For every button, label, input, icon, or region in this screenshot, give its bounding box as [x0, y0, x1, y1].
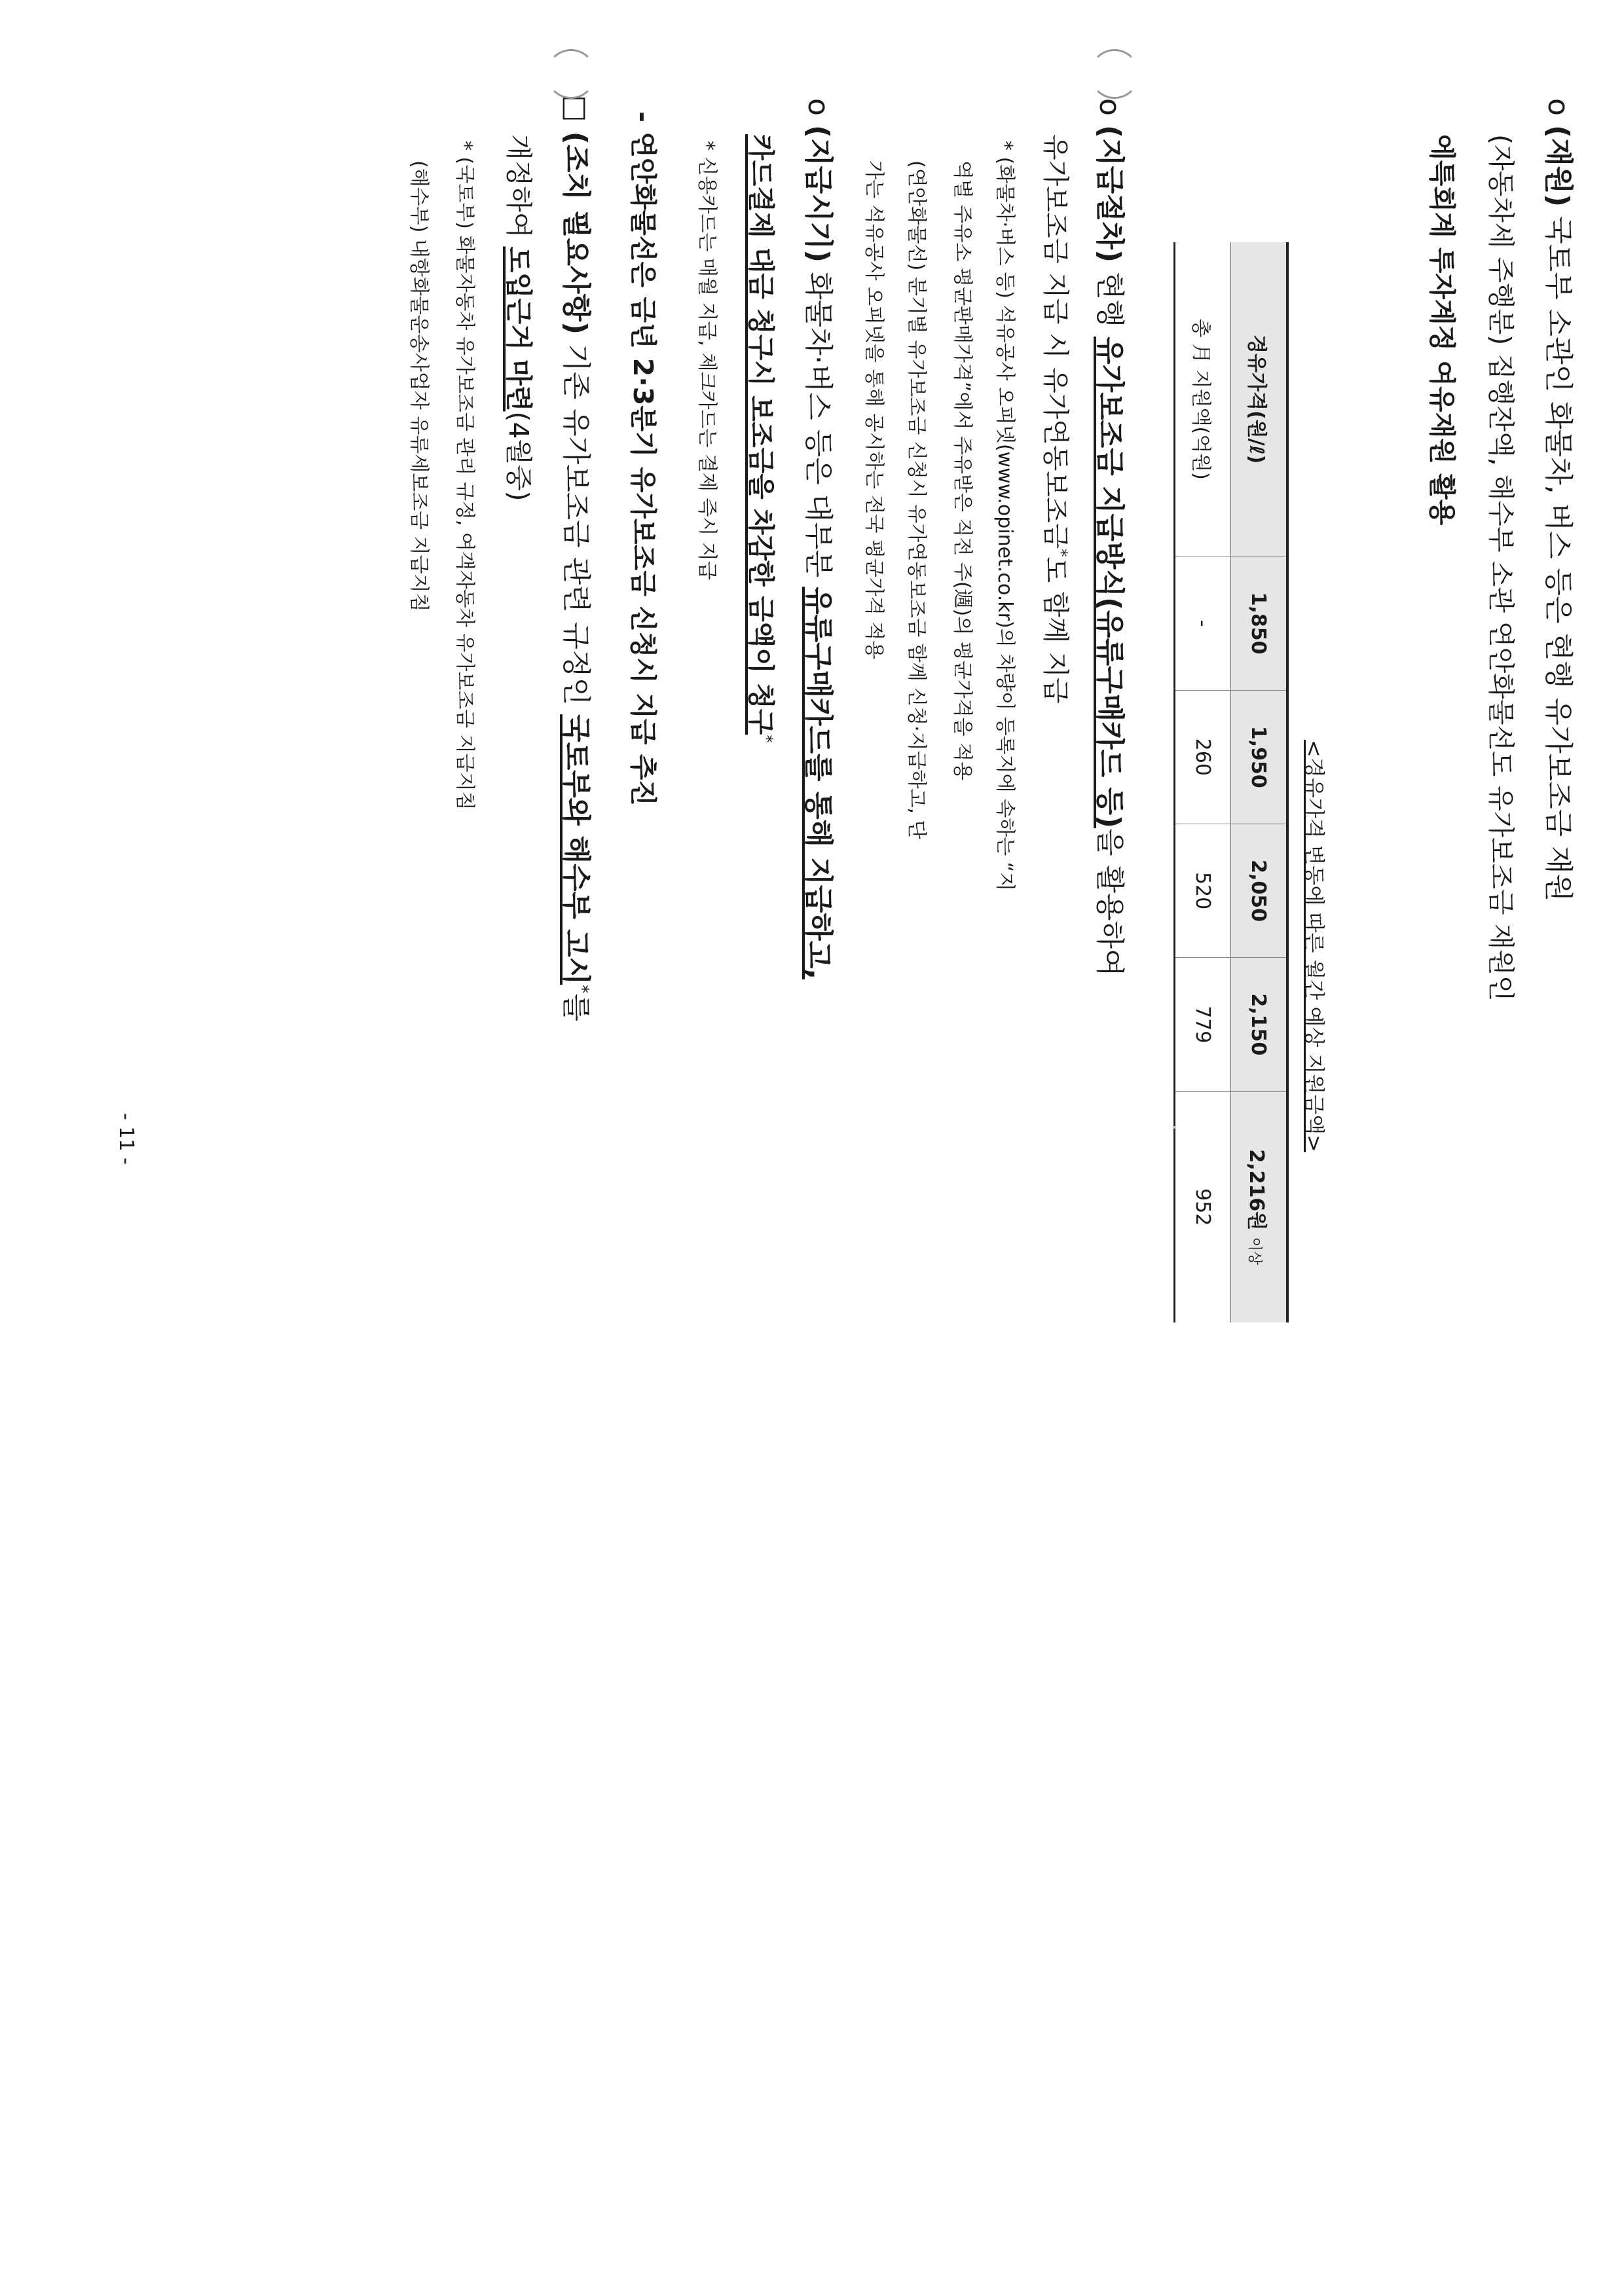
table-amount-cell: 260 — [1175, 690, 1231, 824]
table-amount-cell: - — [1175, 556, 1231, 690]
item4-text-b: 를 — [559, 993, 593, 1022]
item2-note2-line2: 가는 석유공사 오피넷을 통해 공시하는 전국 평균가격 적용 — [862, 160, 885, 660]
item4-star: * — [572, 985, 593, 994]
item4-text-d: (4월중) — [503, 411, 534, 501]
item3-note: * 신용카드는 매월 지급, 체크카드는 결제 즉시 지급 — [695, 141, 718, 580]
item3-line2 — [742, 134, 779, 743]
item2-text-b: 을 활용하여 — [1093, 828, 1126, 977]
item1-head: (재원) — [1541, 124, 1575, 208]
item2-note2-line1: (연안화물선) 분기별 유가보조금 신청시 유가연동보조금 함께 신청·지급하고, 단 — [905, 160, 928, 839]
item2-text-a: 현행 — [1093, 263, 1126, 337]
table-title: <경유가격 변동에 따른 월간 예상 지원금액> — [1302, 740, 1327, 1152]
item1-text-b: (자동차세 주행분) 집행잔액, 해수부 소관 연안화물선도 유가보조금 재원인 — [1485, 134, 1517, 1002]
item4-text-a: 기존 유가보조금 관련 규정인 — [559, 335, 593, 715]
item3-sub — [624, 111, 661, 806]
item3-bullet: o — [802, 98, 835, 116]
item1-text-a: 국토부 소관인 화물차, 버스 등은 현행 유가보조금 재원 — [1541, 207, 1575, 902]
table-price-cell-last — [1231, 1091, 1288, 1322]
scan-speck — [1173, 1126, 1175, 1129]
item1-bullet: o — [1541, 98, 1575, 116]
item3-underlined-b: 카드결제 대금 청구시 보조금을 차감한 금액이 청구 — [745, 134, 777, 735]
item1-line2 — [1482, 134, 1519, 1001]
table-price-cell: 2,150 — [1231, 958, 1288, 1091]
page-number: - 11 - — [115, 1113, 138, 1165]
item4-note-line1: * (국토부) 화물자동차 유가보조금 관리 규정, 여객자동차 유가보조금 지급지침 — [453, 141, 476, 811]
item3-star: * — [757, 735, 777, 743]
item2-underlined: 유가보조금 지급방식(유류구매카드 등) — [1093, 337, 1126, 829]
item2-line2 — [1037, 134, 1074, 704]
table-header-row — [1231, 242, 1288, 1322]
table-price-cell: 2,050 — [1231, 824, 1288, 957]
table-header-label: 경유가격(원/ℓ) — [1245, 334, 1268, 464]
item2-bullet: o — [1093, 98, 1126, 116]
item2-note1-line2: 역별 주유소 평균판매가격”에서 주유받은 직전 주(週)의 평균가격을 적용 — [951, 160, 974, 781]
table-price-cell: 1,850 — [1231, 556, 1288, 690]
punch-hole-mark — [1090, 49, 1139, 99]
item2-text-c: 유가보조금 지급 시 유가연동보조금 — [1040, 134, 1071, 549]
table-amount-cell: 952 — [1175, 1091, 1231, 1322]
item4-text-c: 개정하여 — [503, 134, 534, 247]
item4-line2 — [500, 134, 537, 501]
item3-dash: - — [627, 111, 659, 123]
item3-line1 — [798, 98, 838, 979]
punch-hole-mark — [546, 49, 596, 99]
item3-underlined-a: 유류구매카드를 통해 지급하고, — [802, 587, 835, 980]
item2-line1 — [1089, 98, 1130, 977]
table-amount-row — [1175, 242, 1231, 1322]
table-amount-cell: 779 — [1175, 958, 1231, 1091]
table-row-label: 총 月 지원액(억원) — [1189, 318, 1212, 480]
item2-note1-line1: * (화물차·버스 등) 석유공사 오피넷(www.opinet.co.kr)의 차량이 등록지에 속하는 “지 — [993, 141, 1016, 892]
table-price-value: 2,216원 — [1245, 1149, 1268, 1231]
item4-underlined-c: 도입근거 마련 — [503, 246, 534, 412]
item4-head: (조치 필요사항) — [559, 131, 593, 335]
item3-head: (지급시기) — [802, 124, 835, 263]
table-amount-cell: 520 — [1175, 824, 1231, 957]
item2-star: * — [1052, 549, 1071, 557]
table-price-cell: 1,950 — [1231, 690, 1288, 824]
item4-line1 — [555, 95, 596, 1021]
item2-text-d: 도 함께 지급 — [1040, 556, 1071, 704]
item4-bullet: □ — [559, 95, 593, 122]
item3-sub-text: 연안화물선은 금년 2·3분기 유가보조금 신청시 지급 추진 — [627, 122, 659, 806]
item4-underlined: 국토부와 해수부 고시 — [559, 714, 593, 985]
item2-head: (지급절차) — [1093, 124, 1126, 263]
item4-note-line2: (해수부) 내항화물운송사업자 유류세보조금 지급지침 — [407, 160, 430, 612]
item1-line3 — [1423, 134, 1460, 525]
item3-text-a: 화물차·버스 등은 대부분 — [802, 263, 835, 587]
table-price-suffix: 이상 — [1246, 1237, 1263, 1266]
item1-text-c: 에특회계 투자계정 여유재원 활용 — [1426, 134, 1458, 526]
fuel-price-table — [1173, 242, 1289, 1322]
item1-line1 — [1538, 98, 1578, 902]
